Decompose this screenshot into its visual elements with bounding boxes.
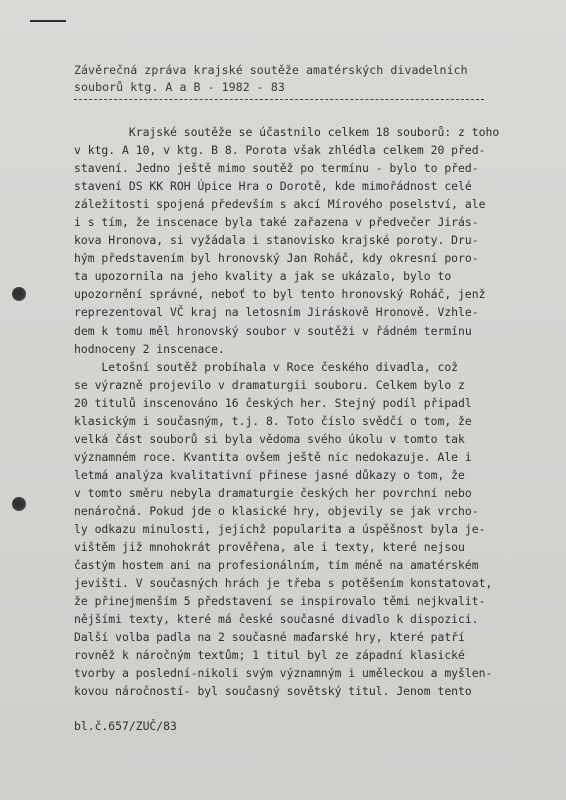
body-line: častým hostem ani na profesionálním, tím méně na amatérském	[74, 558, 479, 573]
body-line: hým představením byl hronovský Jan Roháč, kdy okresní poro-	[74, 251, 479, 266]
body-line: kovou náročností- byl současný sovětský titul. Jenom tento	[74, 684, 472, 699]
body-line: dem k tomu měl hronovský soubor v soutěži v řádném termínu	[74, 323, 472, 338]
body-line: ta upozornila na jeho kvality a jak se ukázalo, bylo to	[74, 269, 452, 284]
body-line: klasickým i současným, t.j. 8. Toto číslo svědčí o tom, že	[74, 413, 472, 428]
body-line: Krajské soutěže se účastnilo celkem 18 souborů: z toho	[74, 125, 500, 139]
body-line: i s tím, že inscenace byla také zařazena v předvečer Jirás-	[74, 215, 479, 230]
body-line: nějšími texty, které má české současné divadlo k dispozici.	[74, 612, 479, 627]
body-line: Další volba padla na 2 současné maďarské hry, které patří	[74, 630, 465, 645]
body-line: letmá analýza kvalitativní přinese jasné důkazy o tom, že	[74, 467, 465, 482]
punch-hole	[12, 497, 26, 511]
title-line-1: Závěrečná zpráva krajské soutěže amatérských divadelních	[74, 63, 468, 77]
body-line: významném roce. Kvantita ovšem ještě nic nedokazuje. Ale i	[74, 449, 472, 464]
body-line: v tomto směru nebyla dramaturgie českých her povrchní nebo	[74, 485, 472, 500]
body-line: rovněž k náročným textům; 1 titul byl ze západní klasické	[74, 648, 465, 663]
report-body	[74, 123, 510, 701]
body-line: hodnoceny 2 inscenace.	[74, 341, 225, 356]
body-line: stavení. Jedno ještě mimo soutěž po termínu - bylo to před-	[74, 161, 479, 176]
body-line: vištěm již mnohokrát prověřena, ale i texty, které nejsou	[74, 540, 465, 555]
top-dash-mark	[30, 20, 66, 22]
body-line: jevišti. V současných hrách je třeba s potěšením konstatovat,	[74, 576, 493, 591]
body-line: ly odkazu minulosti, jejichž popularita a úspěšnost byla je-	[74, 522, 486, 537]
title-underline	[74, 99, 484, 100]
punch-hole	[12, 287, 26, 301]
body-line: 20 titulů inscenováno 16 českých her. Stejný podíl připadl	[74, 395, 472, 410]
body-line: v ktg. A 10, v ktg. B 8. Porota však zhlédla celkem 20 před-	[74, 143, 486, 158]
report-title	[74, 62, 514, 96]
body-line: upozornění správné, neboť to byl tento hronovský Roháč, jenž	[74, 287, 486, 302]
body-line: tvorby a poslední-nikoli svým významným i uměleckou a myšlen-	[74, 666, 493, 681]
title-line-2: souborů ktg. A a B - 1982 - 83	[74, 80, 285, 94]
body-line: kova Hronova, si vyžádala i stanovisko krajské poroty. Dru-	[74, 233, 479, 248]
body-line: že přinejmenším 5 představení se inspirovalo těmi nejkvalit-	[74, 594, 486, 609]
body-line: se výrazně projevilo v dramaturgii souboru. Celkem bylo z	[74, 377, 465, 392]
body-line: Letošní soutěž probíhala v Roce českého divadla, což	[74, 359, 459, 374]
reference-number: bl.č.657/ZUČ/83	[74, 719, 177, 733]
body-line: nenáročná. Pokud jde o klasické hry, objevily se jak vrcho-	[74, 503, 479, 518]
body-line: záležitosti spojená především s akcí Mírového poselství, ale	[74, 197, 486, 212]
body-line: stavení DS KK ROH Úpice Hra o Dorotě, kde mimořádnost celé	[74, 179, 472, 194]
body-line: reprezentoval VČ kraj na letosním Jiráskově Hronově. Vzhle-	[74, 305, 479, 320]
body-line: velká část souborů si byla vědoma svého úkolu v tomto tak	[74, 431, 465, 446]
